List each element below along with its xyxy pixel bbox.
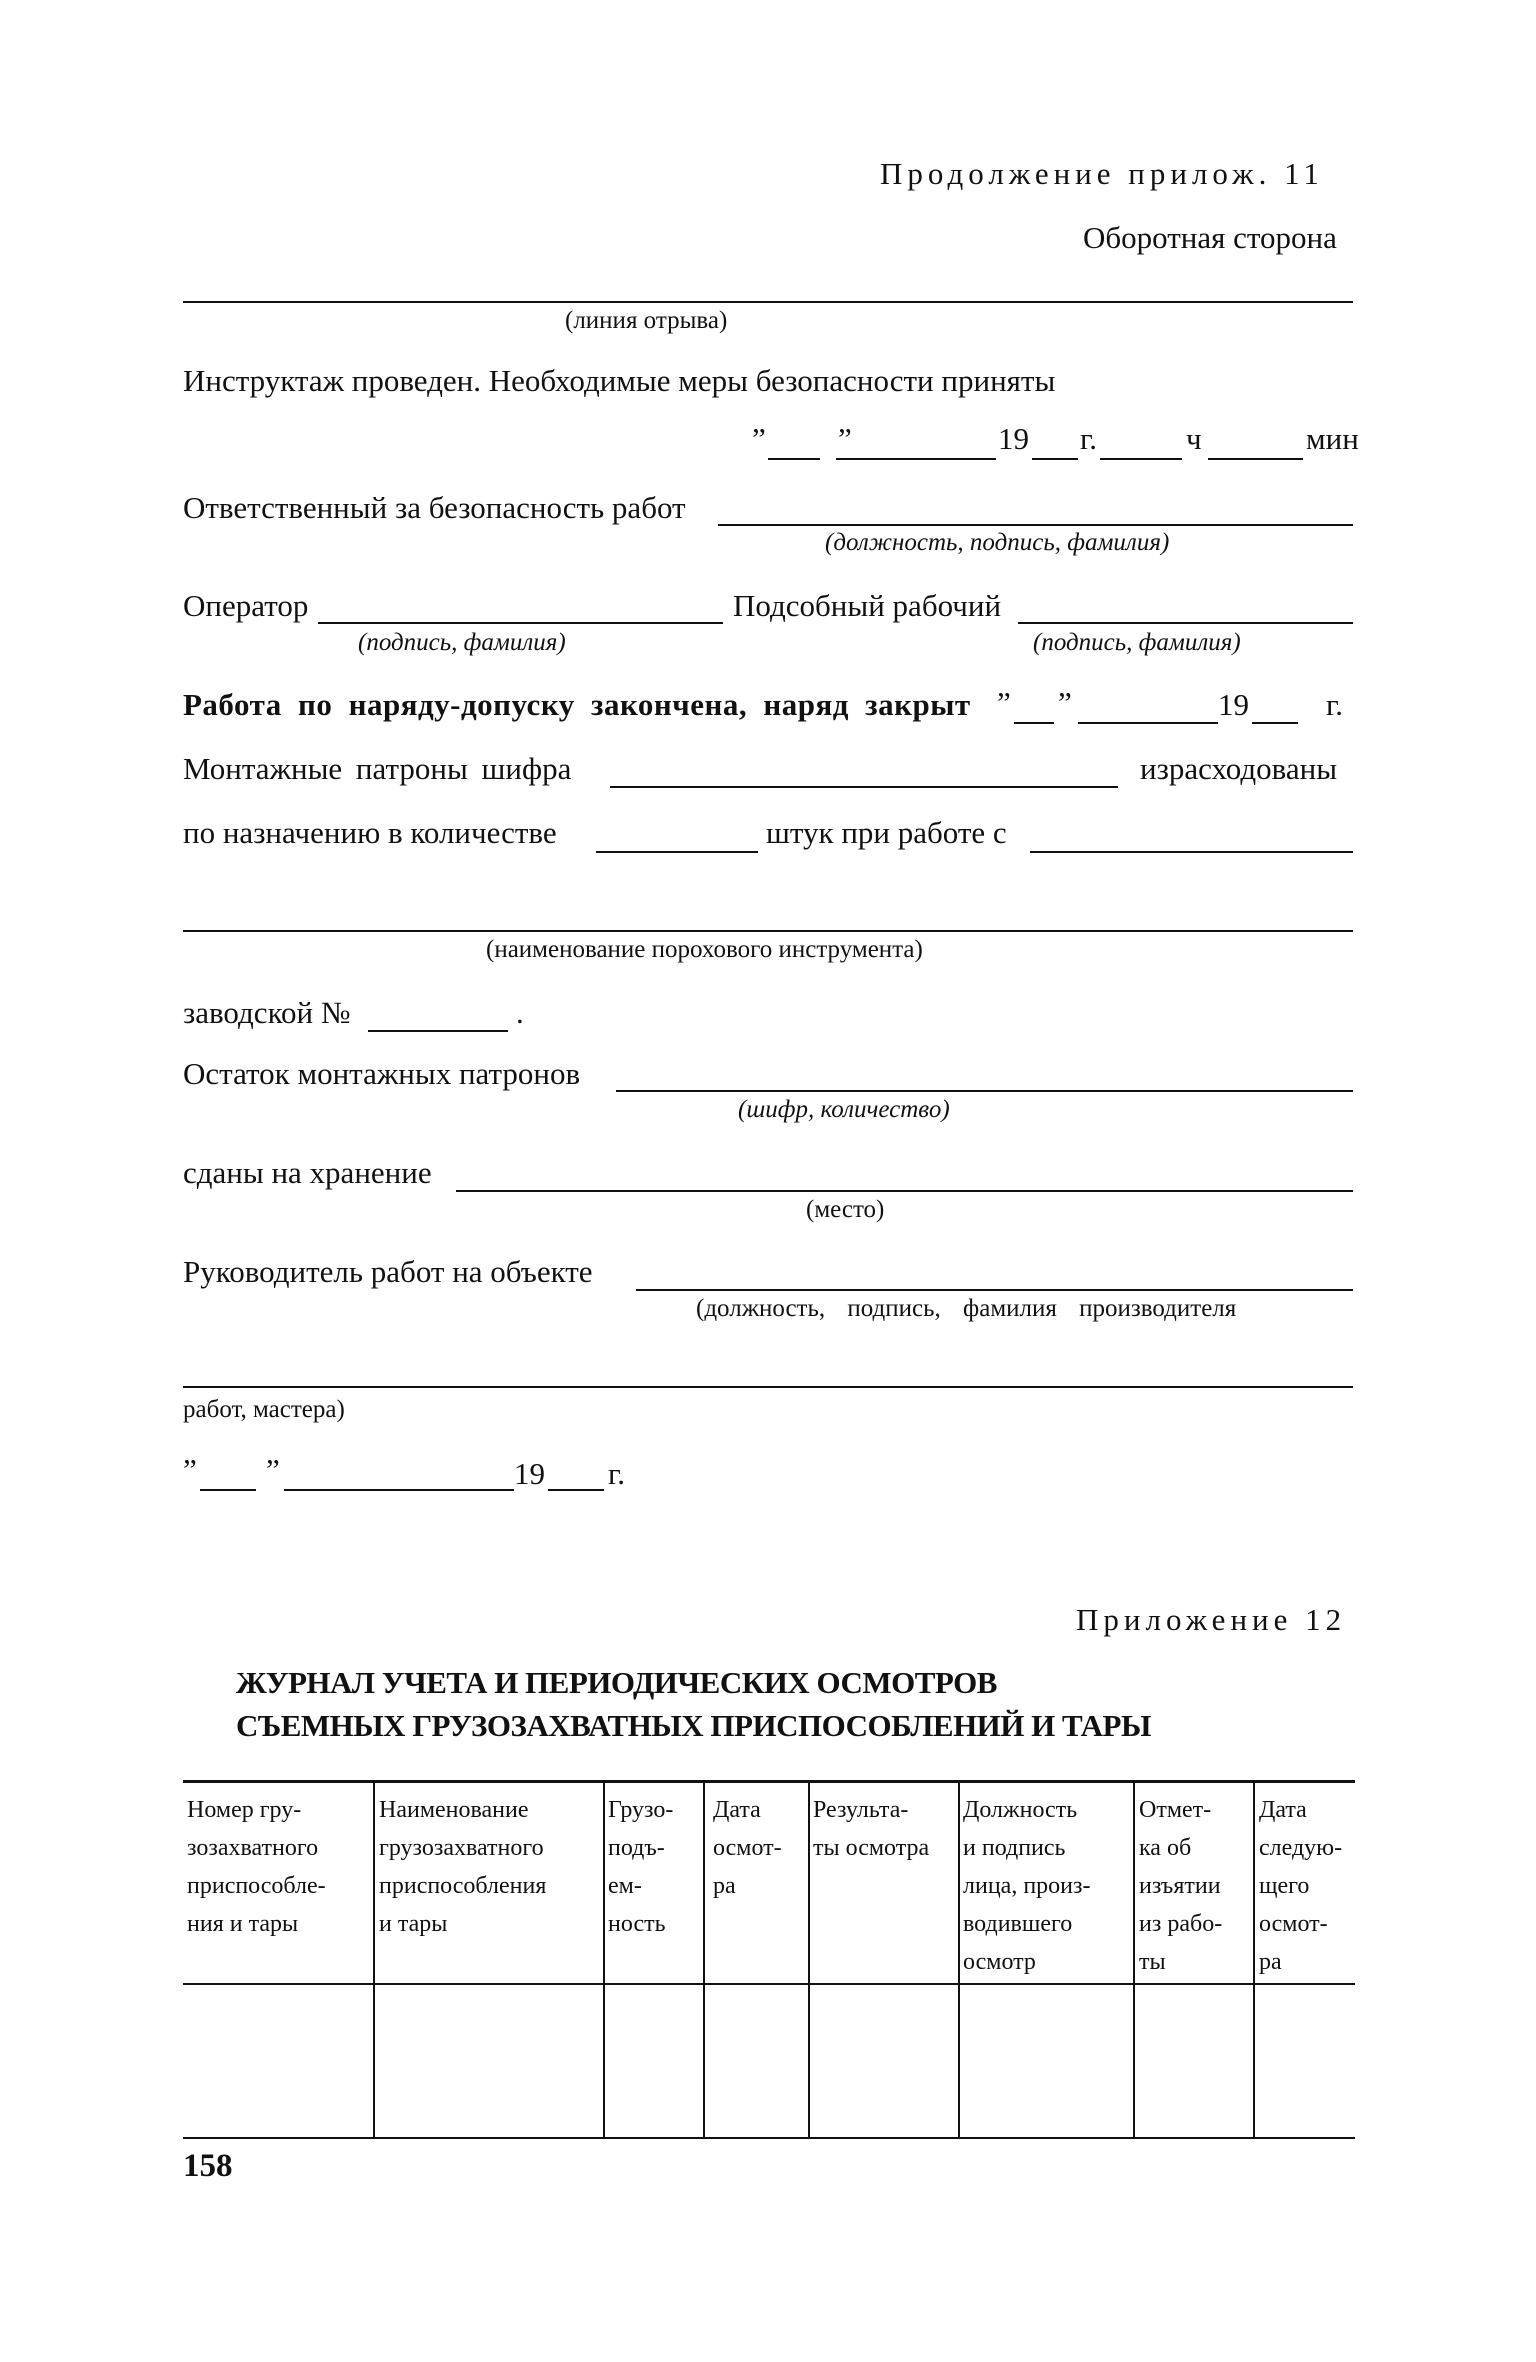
column-divider [603, 1985, 605, 2137]
remainder-label: Остаток монтажных патронов [183, 1056, 581, 1091]
column-header-inspection-date: Дата осмот- ра [713, 1797, 782, 1899]
column-header-inspector: Должность и подпись лица, произ- водившего осмотр [963, 1797, 1091, 1975]
column-divider [373, 1783, 375, 1983]
completed-open-quote: ” [997, 685, 1011, 720]
completed-month-field[interactable] [1078, 722, 1218, 724]
completed-year-prefix: 19 [1218, 687, 1249, 722]
appendix12-label: Приложение 12 [1076, 1602, 1347, 1637]
manager-month-field[interactable] [284, 1489, 514, 1491]
minute-field[interactable] [1208, 458, 1303, 460]
cartridges-label: Монтажные патроны шифра [183, 751, 572, 786]
responsible-field[interactable] [718, 524, 1353, 526]
tear-line-caption: (линия отрыва) [565, 307, 728, 334]
operator-caption: (подпись, фамилия) [358, 629, 566, 656]
column-divider [808, 1985, 810, 2137]
tool-name-field[interactable] [183, 930, 1353, 932]
responsible-caption: (должность, подпись, фамилия) [825, 529, 1170, 556]
helper-field[interactable] [1018, 622, 1353, 624]
journal-title-line2: СЪЕМНЫХ ГРУЗОЗАХВАТНЫХ ПРИСПОСОБЛЕНИЙ И ТАРЫ [236, 1708, 1151, 1743]
completed-close-quote: ” [1058, 685, 1072, 720]
hour-field[interactable] [1100, 458, 1182, 460]
date-open-quote: ” [752, 421, 766, 456]
page-number: 158 [183, 2148, 233, 2184]
journal-title-line1: ЖУРНАЛ УЧЕТА И ПЕРИОДИЧЕСКИХ ОСМОТРОВ [236, 1665, 997, 1700]
tool-caption: (наименование порохового инструмента) [486, 936, 923, 963]
year-prefix: 19 [998, 421, 1029, 456]
manager-caption: (должность, подпись, фамилия производителя [696, 1295, 1237, 1322]
continuation-label: Продолжение прилож. 11 [880, 156, 1324, 191]
manager-year-suffix: г. [608, 1456, 625, 1491]
serial-dot: . [516, 995, 524, 1030]
remainder-field[interactable] [616, 1090, 1353, 1092]
pieces-label: штук при работе с [766, 815, 1007, 850]
operator-field[interactable] [318, 622, 723, 624]
used-label: израсходованы [1140, 751, 1338, 786]
column-divider [808, 1783, 810, 1983]
column-header-results: Результа- ты осмотра [813, 1797, 930, 1861]
quantity-field[interactable] [596, 851, 758, 853]
manager-field-cont[interactable] [183, 1386, 1353, 1388]
manager-field[interactable] [636, 1289, 1353, 1291]
manager-caption-cont: работ, мастера) [183, 1396, 345, 1423]
operator-label: Оператор [183, 588, 309, 623]
table-row[interactable] [183, 1985, 1355, 2139]
reverse-side-label: Оборотная сторона [1083, 220, 1337, 255]
year-suffix: г. [1080, 421, 1097, 456]
column-divider [958, 1985, 960, 2137]
completed-day-field[interactable] [1014, 722, 1054, 724]
column-divider [1133, 1783, 1135, 1983]
manager-day-field[interactable] [200, 1489, 256, 1491]
completed-text: Работа по наряду-допуску закончена, наряд закрыт [183, 687, 971, 722]
remainder-caption: (шифр, количество) [738, 1096, 950, 1123]
storage-field[interactable] [456, 1190, 1353, 1192]
column-divider [1133, 1985, 1135, 2137]
cartridge-code-field[interactable] [610, 786, 1118, 788]
helper-label: Подсобный рабочий [733, 588, 1002, 623]
manager-close-quote: ” [266, 1452, 280, 1487]
completed-year-suffix: г. [1326, 687, 1343, 722]
storage-caption: (место) [806, 1196, 885, 1223]
briefing-text: Инструктаж проведен. Необходимые меры безопасности приняты [183, 363, 1056, 398]
manager-year-field[interactable] [548, 1489, 604, 1491]
column-divider [703, 1783, 705, 1983]
column-header-capacity: Грузо- подъ- ем- ность [608, 1797, 674, 1937]
column-header-next-date: Дата следую- щего осмот- ра [1259, 1797, 1343, 1975]
year-field[interactable] [1032, 458, 1078, 460]
column-divider [603, 1783, 605, 1983]
hour-label: ч [1186, 421, 1202, 456]
tool-field[interactable] [1030, 851, 1353, 853]
serial-label: заводской № [183, 995, 351, 1030]
column-divider [373, 1985, 375, 2137]
column-divider [703, 1985, 705, 2137]
column-header-number: Номер гру- зозахватного приспособле- ния и тары [187, 1797, 326, 1937]
date-close-quote: ” [838, 421, 852, 456]
day-field[interactable] [768, 458, 820, 460]
quantity-label: по назначению в количестве [183, 815, 557, 850]
column-divider [1253, 1783, 1255, 1983]
column-divider [1253, 1985, 1255, 2137]
manager-year-prefix: 19 [514, 1456, 545, 1491]
tear-line [183, 301, 1353, 303]
column-header-withdrawal: Отмет- ка об изъятии из рабо- ты [1139, 1797, 1223, 1975]
column-divider [958, 1783, 960, 1983]
minute-label: мин [1306, 421, 1359, 456]
manager-open-quote: ” [183, 1452, 197, 1487]
helper-caption: (подпись, фамилия) [1033, 629, 1241, 656]
serial-field[interactable] [368, 1030, 508, 1032]
storage-label: сданы на хранение [183, 1155, 432, 1190]
completed-year-field[interactable] [1252, 722, 1298, 724]
table-header-row [183, 1780, 1355, 1985]
journal-table [183, 1780, 1355, 2139]
responsible-label: Ответственный за безопасность работ [183, 490, 686, 525]
month-field[interactable] [836, 458, 996, 460]
column-header-name: Наименование грузозахватного приспособления и тары [379, 1797, 547, 1937]
manager-label: Руководитель работ на объекте [183, 1254, 593, 1289]
